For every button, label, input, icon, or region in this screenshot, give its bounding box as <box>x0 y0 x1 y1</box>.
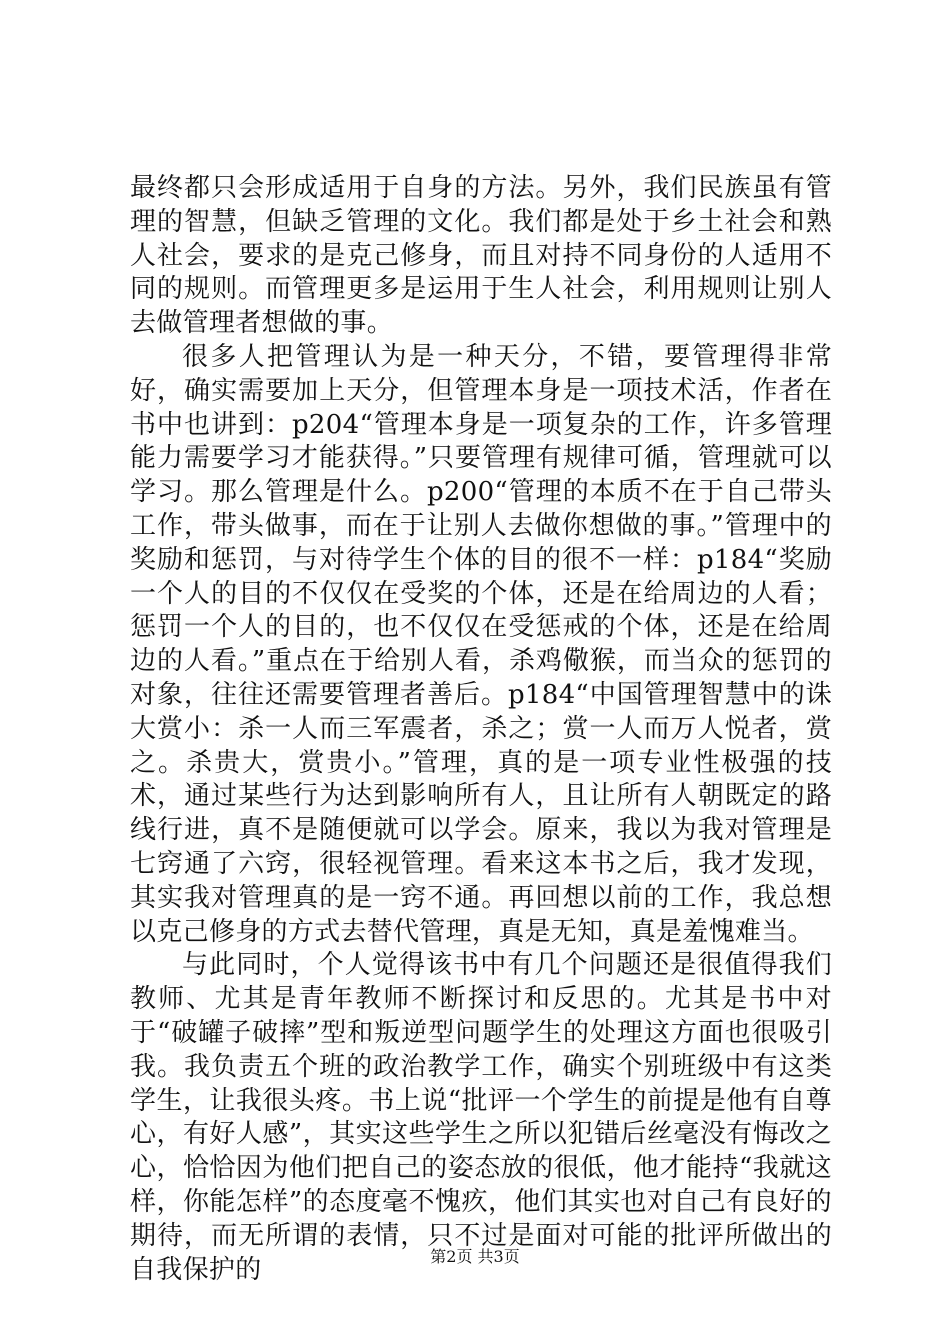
paragraph-management-skill: 很多人把管理认为是一种天分，不错，要管理得非常好，确实需要加上天分，但管理本身是一项技术活，作者在书中也讲到：p204“管理本身是一项复杂的工作，许多管理能力需要学习才能获得。”只要管理有规律可循，管理就可以学习。那么管理是什么。p200“管理的本质不在于自己带头工作，带头做事，而在于让别人去做你想做的事。”管理中的奖励和惩罚，与对待学生个体的目的很不一样：p184“奖励一个人的目的不仅仅在受奖的个体，还是在给周边的人看；惩罚一个人的目的，也不仅仅在受惩戒的个体，还是在给周边的人看。”重点在于给别人看，杀鸡儆猴，而当众的惩罚的对象，往往还需要管理者善后。p184“中国管理智慧中的诛大赏小：杀一人而三军震者，杀之；赏一人而万人悦者，赏之。杀贵大，赏贵小。”管理，真的是一项专业性极强的技术，通过某些行为达到影响所有人，且让所有人朝既定的路线行进，真不是随便就可以学会。原来，我以为我对管理是七窍通了六窍，很轻视管理。看来这本书之后，我才发现，其实我对管理真的是一窍不通。再回想以前的工作，我总想以克己修身的方式去替代管理，真是无知，真是羞愧难当。 <box>130 341 832 947</box>
paragraph-continuation: 最终都只会形成适用于自身的方法。另外，我们民族虽有管理的智慧，但缺乏管理的文化。我们都是处于乡土社会和熟人社会，要求的是克己修身，而且对持不同身份的人适用不同的规则。而管理更多是运用于生人社会，利用规则让别人去做管理者想做的事。 <box>130 173 832 339</box>
page-footer: 第2页 共3页 <box>430 1247 520 1266</box>
paragraph-problem-students: 与此同时，个人觉得该书中有几个问题还是很值得我们教师、尤其是青年教师不断探讨和反思的。尤其是书中对于“破罐子破摔”型和叛逆型问题学生的处理这方面也很吸引我。我负责五个班的政治教学工作，确实个别班级中有这类学生，让我很头疼。书上说“批评一个学生的前提是他有自尊心，有好人感”，其实这些学生之所以犯错后丝毫没有悔改之心，恰恰因为他们把自己的姿态放的很低，他才能持“我就这样，你能怎样”的态度毫不愧疚，他们其实也对自己有良好的期待，而无所谓的表情，只不过是面对可能的批评所做出的自我保护的 <box>130 950 832 1285</box>
body-text <box>130 172 832 1287</box>
